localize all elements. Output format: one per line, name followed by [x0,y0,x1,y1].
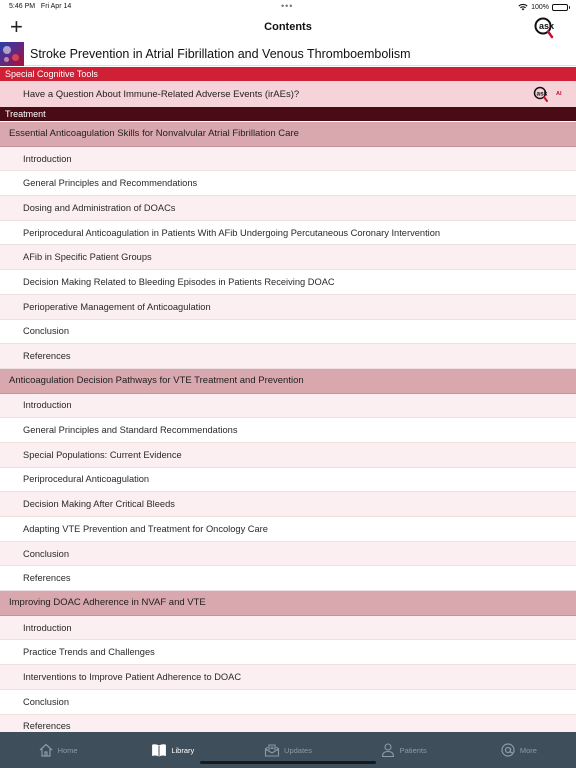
section-row[interactable]: General Principles and Recommendations [0,171,576,196]
book-cover-image [0,42,24,66]
library-icon [151,742,167,758]
section-row[interactable]: Periprocedural Anticoagulation [0,468,576,493]
battery-icon [552,4,568,11]
home-icon [38,742,54,758]
page-title: Contents [264,21,312,33]
section-row[interactable]: Introduction [0,147,576,172]
ask-ai-suffix: AI [556,91,562,97]
updates-icon [264,742,280,758]
ask-question-label: Have a Question About Immune-Related Adverse Events (irAEs)? [23,88,300,100]
section-row[interactable]: Dosing and Administration of DOACs [0,196,576,221]
tab-home-label: Home [57,745,78,755]
section-row[interactable]: Decision Making After Critical Bleeds [0,492,576,517]
tab-more[interactable] [461,732,576,768]
section-row[interactable]: Conclusion [0,542,576,567]
section-row[interactable]: General Principles and Standard Recommendations [0,418,576,443]
tab-updates-label: Updates [284,745,312,755]
chapter-row[interactable]: Essential Anticoagulation Skills for Nonvalvular Atrial Fibrillation Care [0,122,576,147]
section-row[interactable]: References [0,344,576,369]
navigation-bar [0,14,576,42]
more-icon [500,742,516,758]
section-row[interactable]: References [0,715,576,733]
status-time: 5:46 PM Fri Apr 14 [9,3,72,10]
ask-ai-icon [532,86,566,102]
add-button[interactable]: + [10,14,23,39]
tab-library-label: Library [171,745,195,755]
section-row[interactable]: Introduction [0,394,576,419]
status-right [518,3,568,11]
patients-icon [380,742,396,758]
section-row[interactable]: Introduction [0,616,576,641]
section-row[interactable]: Adapting VTE Prevention and Treatment for Oncology Care [0,517,576,542]
home-indicator [200,761,376,764]
chapter-row[interactable]: Improving DOAC Adherence in NVAF and VTE [0,591,576,616]
chapter-row[interactable]: Anticoagulation Decision Pathways for VTE Treatment and Prevention [0,369,576,394]
section-row[interactable]: Periprocedural Anticoagulation in Patients With AFib Undergoing Percutaneous Coronary Intervention [0,221,576,246]
special-tools-header: Special Cognitive Tools [0,67,576,81]
section-row[interactable]: Practice Trends and Challenges [0,640,576,665]
ask-logo-icon[interactable] [532,16,566,40]
book-title: Stroke Prevention in Atrial Fibrillation and Venous Thromboembolism [30,46,411,61]
section-row[interactable]: Conclusion [0,320,576,345]
tab-more-label: More [519,745,537,755]
section-row[interactable]: AFib in Specific Patient Groups [0,245,576,270]
ask-ai-text: ask [536,90,548,98]
status-bar [0,0,576,14]
treatment-header: Treatment [0,107,576,121]
tab-home[interactable] [0,732,115,768]
section-row[interactable]: References [0,566,576,591]
contents-list[interactable] [0,122,576,732]
section-row[interactable]: Conclusion [0,690,576,715]
ask-question-row[interactable] [0,81,576,107]
multitasking-dots[interactable]: ••• [281,1,294,11]
ask-logo-text: ask [539,21,555,31]
wifi-icon [518,3,528,11]
section-row[interactable]: Perioperative Management of Anticoagulation [0,295,576,320]
section-row[interactable]: Special Populations: Current Evidence [0,443,576,468]
section-row[interactable]: Decision Making Related to Bleeding Episodes in Patients Receiving DOAC [0,270,576,295]
section-row[interactable]: Interventions to Improve Patient Adherence to DOAC [0,665,576,690]
tab-patients-label: Patients [399,745,427,755]
book-header [0,42,576,66]
battery-percent: 100% [531,3,549,11]
